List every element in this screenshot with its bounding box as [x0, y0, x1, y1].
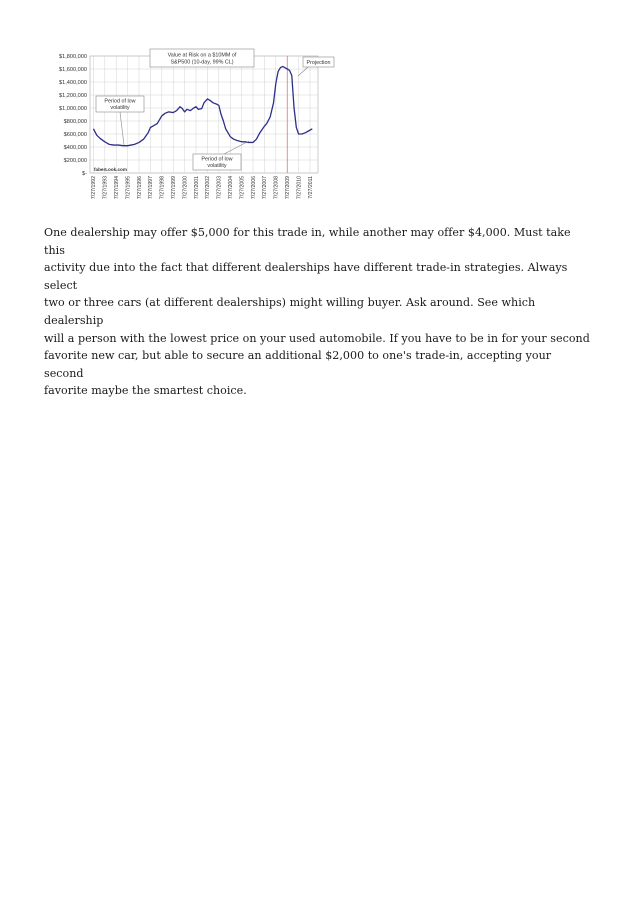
body-line: favorite maybe the smartest choice. [44, 384, 247, 398]
x-tick-label: 7/27/2011 [307, 176, 314, 199]
x-tick-label: 7/27/2005 [239, 176, 246, 200]
x-axis-ticks [91, 176, 314, 199]
body-paragraph [44, 224, 594, 400]
x-tick-label: 7/27/1995 [125, 176, 132, 200]
y-tick-label: $800,000 [63, 119, 87, 125]
source-watermark: faberLook.com [94, 167, 127, 172]
low-volatility-1-line1: Period of low [104, 98, 136, 105]
x-tick-label: 7/27/2002 [205, 176, 212, 200]
y-axis-ticks [59, 54, 87, 177]
x-tick-label: 7/27/1997 [148, 176, 155, 200]
x-tick-label: 7/27/1999 [171, 176, 178, 200]
x-tick-label: 7/27/1998 [159, 176, 166, 200]
body-line: activity due into the fact that different dealerships have different trade-in strategies. Always select [44, 261, 568, 292]
low-volatility-2-line1: Period of low [201, 156, 233, 163]
chart-title-line1: Value at Risk on a $10MM of [167, 52, 237, 59]
x-tick-label: 7/27/2001 [193, 176, 200, 200]
var-line-chart [44, 48, 331, 210]
body-line: favorite new car, but able to secure an additional $2,000 to one's trade-in, accepting your second [44, 349, 552, 380]
low-volatility-1-line2: volatility [110, 105, 130, 111]
projection-label: Projection [306, 60, 331, 66]
y-tick-label: $600,000 [63, 132, 87, 138]
y-tick-label: $200,000 [63, 158, 87, 164]
x-tick-label: 7/27/2000 [182, 176, 189, 200]
x-tick-label: 7/27/2006 [250, 176, 257, 200]
x-tick-label: 7/27/2008 [273, 176, 280, 200]
x-tick-label: 7/27/2009 [285, 176, 292, 200]
y-tick-label: $1,600,000 [59, 67, 87, 73]
body-line: One dealership may offer $5,000 for this trade in, while another may offer $4,000. Must take this [44, 226, 571, 257]
y-tick-label: $1,800,000 [59, 54, 87, 60]
y-tick-label: $1,200,000 [59, 93, 87, 99]
x-tick-label: 7/27/2003 [216, 176, 223, 200]
y-tick-label: $- [82, 171, 87, 177]
y-tick-label: $400,000 [63, 145, 87, 151]
x-tick-label: 7/27/1993 [102, 176, 109, 200]
body-line: will a person with the lowest price on your used automobile. If you have to be in for your second [44, 331, 590, 345]
y-tick-label: $1,000,000 [59, 106, 87, 112]
body-line: two or three cars (at different dealerships) might willing buyer. Ask around. See which dealership [44, 296, 536, 327]
low-volatility-2-line2: volatility [207, 163, 227, 169]
x-tick-label: 7/27/1994 [114, 176, 121, 200]
x-tick-label: 7/27/2004 [228, 176, 235, 200]
y-tick-label: $1,400,000 [59, 80, 87, 86]
x-tick-label: 7/27/2010 [296, 176, 303, 200]
x-tick-label: 7/27/1996 [136, 176, 143, 200]
x-tick-label: 7/27/1992 [91, 176, 98, 200]
x-tick-label: 7/27/2007 [262, 176, 269, 200]
chart-title-line2: S&P500 (10-day, 99% CL) [170, 59, 234, 66]
